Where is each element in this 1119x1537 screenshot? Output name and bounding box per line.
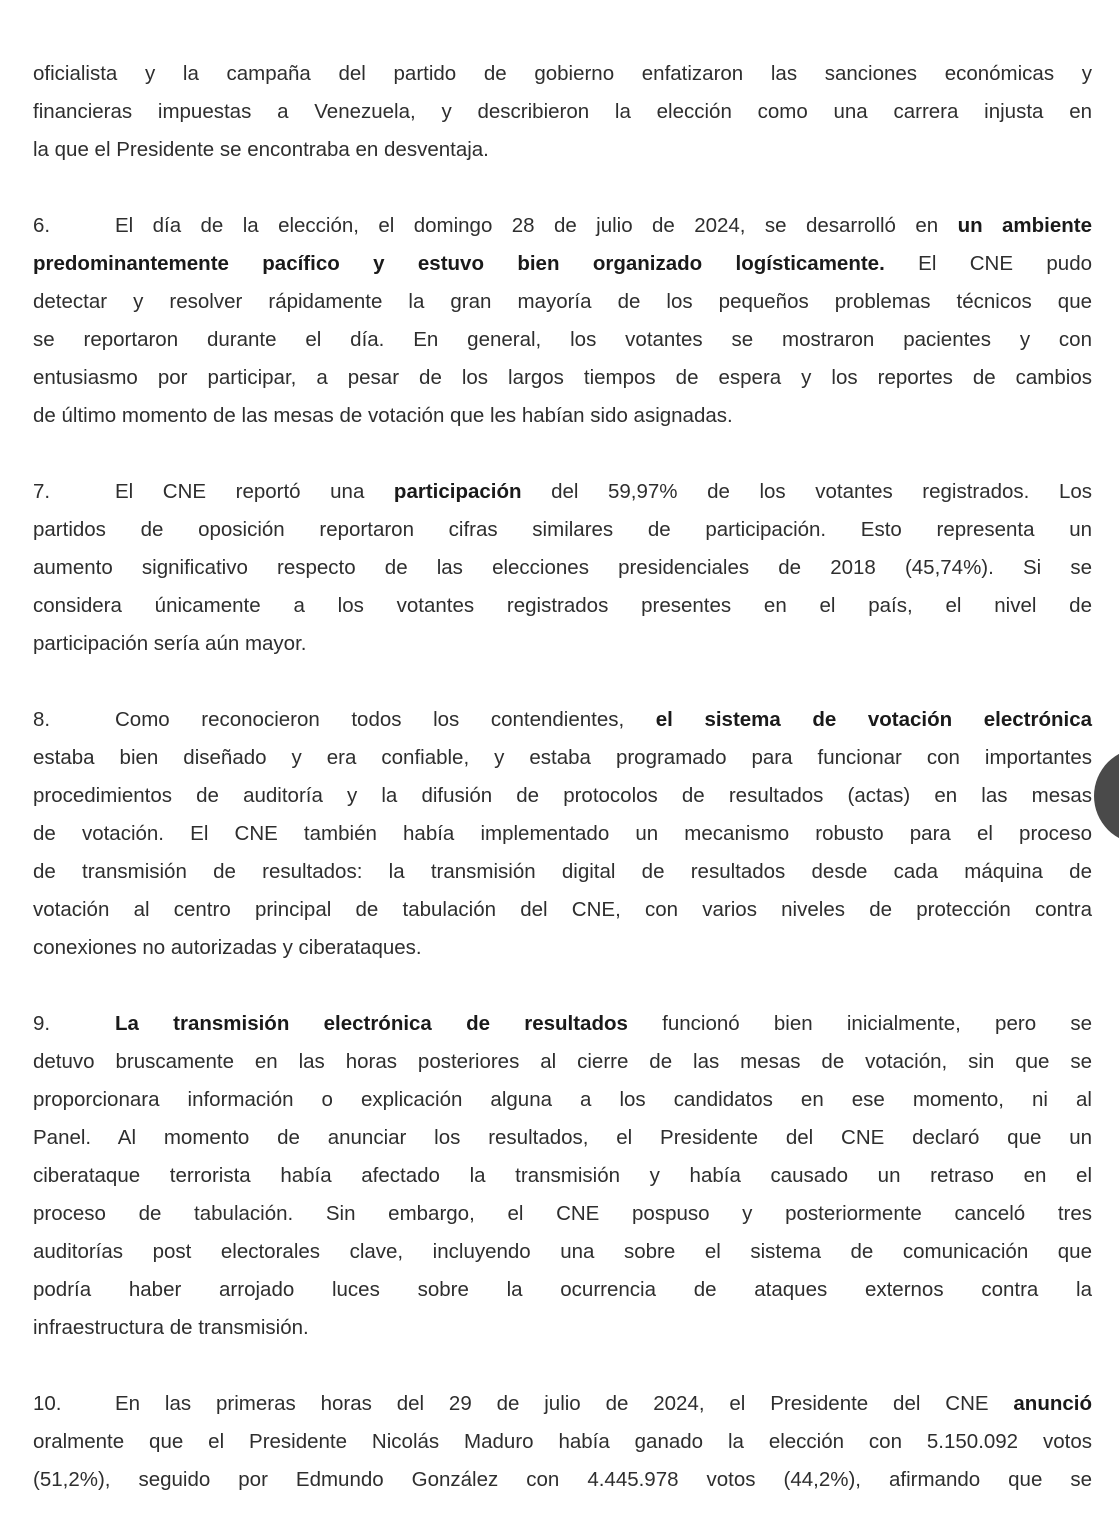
body-text: En las primeras horas del 29 de julio de 2024, el Presidente del CNE xyxy=(115,1392,1014,1415)
text-line xyxy=(33,359,1092,397)
body-text: entusiasmo por participar, a pesar de los largos tiempos de espera y los reportes de cambios xyxy=(33,366,1092,389)
body-text: oficialista y la campaña del partido de gobierno enfatizaron las sanciones económicas y xyxy=(33,62,1092,85)
body-text: ciberataque terrorista había afectado la transmisión y había causado un retraso en el xyxy=(33,1164,1092,1187)
body-text: partidos de oposición reportaron cifras similares de participación. Esto representa un xyxy=(33,518,1092,541)
numbered-paragraph-6 xyxy=(33,207,1092,435)
text-line xyxy=(33,1195,1092,1233)
bold-text: un ambiente xyxy=(957,214,1092,237)
text-line xyxy=(33,1309,1092,1347)
text-line xyxy=(33,853,1092,891)
text-line xyxy=(33,739,1092,777)
text-line xyxy=(33,777,1092,815)
body-text: procedimientos de auditoría y la difusión de protocolos de resultados (actas) en las mesas xyxy=(33,784,1092,807)
body-text: financieras impuestas a Venezuela, y describieron la elección como una carrera injusta en xyxy=(33,100,1092,123)
text-line xyxy=(33,701,1092,739)
body-text: detectar y resolver rápidamente la gran mayoría de los pequeños problemas técnicos que xyxy=(33,290,1092,313)
numbered-paragraph-9 xyxy=(33,1005,1092,1347)
paragraph-number: 9. xyxy=(33,1012,51,1035)
paragraph-number: 8. xyxy=(33,708,51,731)
text-line xyxy=(33,283,1092,321)
text-line xyxy=(33,55,1092,93)
paragraph-number: 10. xyxy=(33,1392,62,1415)
text-line xyxy=(33,1043,1092,1081)
text-line xyxy=(33,1119,1092,1157)
bold-text: anunció xyxy=(1013,1392,1092,1415)
body-text: funcionó bien inicialmente, pero se xyxy=(627,1012,1092,1035)
body-text: proceso de tabulación. Sin embargo, el CNE pospuso y posteriormente canceló tres xyxy=(33,1202,1092,1225)
text-line xyxy=(33,815,1092,853)
body-text: considera únicamente a los votantes registrados presentes en el país, el nivel de xyxy=(33,594,1092,617)
body-text: infraestructura de transmisión. xyxy=(33,1316,309,1339)
text-line xyxy=(33,587,1092,625)
body-text: de último momento de las mesas de votación que les habían sido asignadas. xyxy=(33,404,733,427)
body-text: de votación. El CNE también había implementado un mecanismo robusto para el proceso xyxy=(33,822,1092,845)
text-line xyxy=(33,131,1092,169)
text-line xyxy=(33,473,1092,511)
bold-text: participación xyxy=(393,480,522,503)
body-text: del 59,97% de los votantes registrados. Los xyxy=(521,480,1092,503)
body-text: de transmisión de resultados: la transmisión digital de resultados desde cada máquina de xyxy=(33,860,1092,883)
paragraph-number: 6. xyxy=(33,214,51,237)
text-line xyxy=(33,1271,1092,1309)
body-text: la que el Presidente se encontraba en desventaja. xyxy=(33,138,489,161)
scroll-handle[interactable] xyxy=(1094,748,1119,844)
body-text: aumento significativo respecto de las elecciones presidenciales de 2018 (45,74%). Si se xyxy=(33,556,1092,579)
body-text: votación al centro principal de tabulación del CNE, con varios niveles de protección contra xyxy=(33,898,1092,921)
text-line xyxy=(33,1385,1092,1423)
text-line xyxy=(33,397,1092,435)
body-text: se reportaron durante el día. En general, los votantes se mostraron pacientes y con xyxy=(33,328,1092,351)
text-line xyxy=(33,321,1092,359)
text-line xyxy=(33,549,1092,587)
body-text: proporcionara información o explicación alguna a los candidatos en ese momento, ni al xyxy=(33,1088,1092,1111)
paragraph-continuation xyxy=(33,55,1092,169)
body-text: El CNE reportó una xyxy=(115,480,394,503)
paragraph-number: 7. xyxy=(33,480,51,503)
body-text: participación sería aún mayor. xyxy=(33,632,307,655)
body-text: Como reconocieron todos los contendientes, xyxy=(115,708,656,731)
body-text: detuvo bruscamente en las horas posteriores al cierre de las mesas de votación, sin que se xyxy=(33,1050,1092,1073)
body-text: auditorías post electorales clave, incluyendo una sobre el sistema de comunicación que xyxy=(33,1240,1092,1263)
bold-text: el sistema de votación electrónica xyxy=(655,708,1092,731)
body-text: estaba bien diseñado y era confiable, y estaba programado para funcionar con importantes xyxy=(33,746,1092,769)
bold-text: predominantemente pacífico y estuvo bien organizado logísticamente. xyxy=(33,252,885,275)
text-line xyxy=(33,625,1092,663)
text-line xyxy=(33,929,1092,967)
text-line xyxy=(33,511,1092,549)
text-line xyxy=(33,207,1092,245)
text-line xyxy=(33,1005,1092,1043)
body-text: El día de la elección, el domingo 28 de julio de 2024, se desarrolló en xyxy=(115,214,958,237)
text-line xyxy=(33,1157,1092,1195)
text-line xyxy=(33,93,1092,131)
numbered-paragraph-8 xyxy=(33,701,1092,967)
text-line xyxy=(33,245,1092,283)
text-line xyxy=(33,1081,1092,1119)
body-text: oralmente que el Presidente Nicolás Maduro había ganado la elección con 5.150.092 votos xyxy=(33,1430,1092,1453)
numbered-paragraph-7 xyxy=(33,473,1092,663)
text-line xyxy=(33,1461,1092,1499)
document-body xyxy=(33,55,1092,1537)
body-text: El CNE pudo xyxy=(884,252,1092,275)
text-line xyxy=(33,1233,1092,1271)
body-text: Panel. Al momento de anunciar los resultados, el Presidente del CNE declaró que un xyxy=(33,1126,1092,1149)
numbered-paragraph-10 xyxy=(33,1385,1092,1499)
body-text: (51,2%), seguido por Edmundo González con 4.445.978 votos (44,2%), afirmando que se xyxy=(33,1468,1092,1491)
body-text: conexiones no autorizadas y ciberataques. xyxy=(33,936,422,959)
body-text: podría haber arrojado luces sobre la ocurrencia de ataques externos contra la xyxy=(33,1278,1092,1301)
text-line xyxy=(33,891,1092,929)
text-line xyxy=(33,1423,1092,1461)
bold-text: La transmisión electrónica de resultados xyxy=(115,1012,628,1035)
